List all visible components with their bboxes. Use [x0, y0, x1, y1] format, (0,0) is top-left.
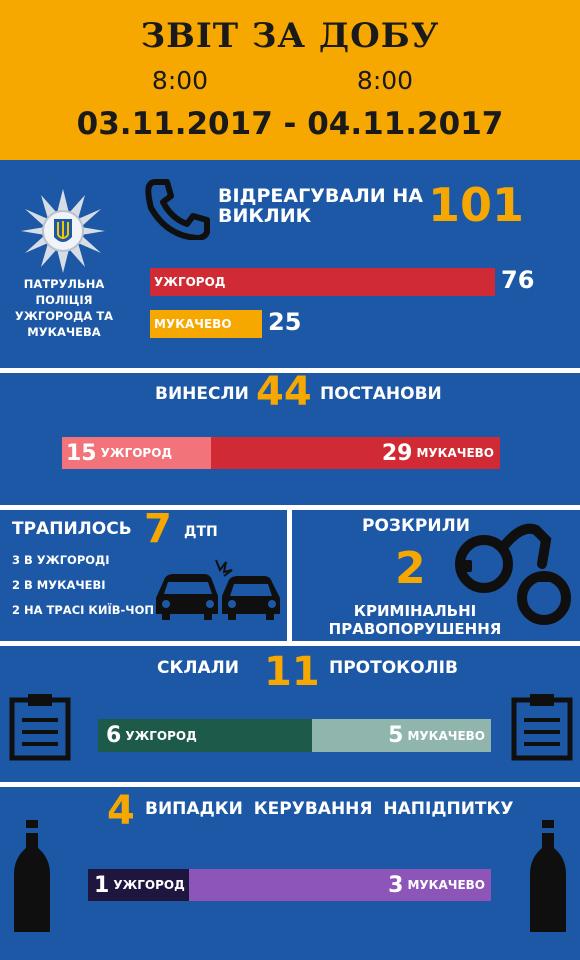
decisions-total: 44 [256, 369, 312, 415]
decisions-split-bar [62, 437, 500, 469]
protocols-total: 11 [264, 649, 320, 695]
decisions-city-mukachevo: МУКАЧЕВО [416, 446, 494, 460]
calls-bar-mukachevo [150, 310, 262, 338]
bottle-icon [10, 818, 54, 936]
report-header [0, 0, 580, 160]
phone-icon [145, 178, 211, 240]
car-crash-icon [152, 558, 284, 628]
calls-value-uzhhorod: 76 [501, 266, 535, 294]
protocols-label-before: СКЛАЛИ [157, 658, 239, 678]
crimes-label-before: РОЗКРИЛИ [362, 516, 470, 536]
drunk-split-bar [88, 869, 491, 901]
protocols-city-uzhhorod: УЖГОРОД [125, 728, 197, 743]
decisions-value-uzhhorod: 15 [66, 440, 97, 466]
decisions-segment-mukachevo [211, 437, 500, 469]
clipboard-icon [510, 692, 574, 762]
protocols-value-uzhhorod: 6 [106, 723, 122, 748]
clipboard-icon [8, 692, 72, 762]
crimes-label-after: КРИМІНАЛЬНІ ПРАВОПОРУШЕННЯ [328, 602, 502, 638]
report-title: ЗВІТ ЗА ДОБУ [140, 16, 440, 56]
handcuffs-icon [452, 516, 576, 628]
protocols-city-mukachevo: МУКАЧЕВО [407, 728, 485, 743]
calls-bar-mukachevo-label: МУКАЧЕВО [154, 317, 232, 331]
protocols-segment-uzhhorod [98, 719, 312, 752]
protocols-split-bar [98, 719, 491, 752]
protocols-label-after: ПРОТОКОЛІВ [329, 658, 458, 678]
drunk-label: ВИПАДКИ КЕРУВАННЯ НАПІДПИТКУ [145, 799, 514, 819]
decisions-value-mukachevo: 29 [381, 440, 413, 466]
report-dates: 03.11.2017 - 04.11.2017 [76, 106, 504, 142]
police-badge-icon [20, 188, 106, 274]
decisions-label-after: ПОСТАНОВИ [320, 384, 442, 404]
drunk-city-uzhhorod: УЖГОРОД [113, 878, 185, 892]
decisions-label-before: ВИНЕСЛИ [155, 384, 249, 404]
accident-item: 2 НА ТРАСІ КИЇВ-ЧОП [12, 603, 154, 617]
column-divider [287, 510, 292, 641]
calls-total: 101 [428, 178, 525, 232]
accidents-label-after: ДТП [184, 524, 218, 540]
drunk-city-mukachevo: МУКАЧЕВО [407, 878, 485, 892]
police-department-name: ПАТРУЛЬНА ПОЛІЦІЯ УЖГОРОДА ТА МУКАЧЕВА [14, 277, 114, 339]
bottle-icon [526, 818, 570, 936]
drunk-value-mukachevo: 3 [388, 872, 404, 898]
drunk-segment-uzhhorod [88, 869, 189, 901]
protocols-segment-mukachevo [312, 719, 491, 752]
accidents-label-before: ТРАПИЛОСЬ [12, 519, 132, 539]
accident-item: 3 В УЖГОРОДІ [12, 553, 110, 567]
accident-item: 2 В МУКАЧЕВІ [12, 578, 106, 592]
accidents-total: 7 [144, 506, 172, 552]
calls-value-mukachevo: 25 [268, 308, 302, 336]
calls-bar-uzhhorod-label: УЖГОРОД [154, 275, 226, 289]
decisions-city-uzhhorod: УЖГОРОД [100, 446, 173, 460]
decisions-segment-uzhhorod [62, 437, 211, 469]
drunk-segment-mukachevo [189, 869, 491, 901]
calls-bar-uzhhorod [150, 268, 495, 296]
time-to: 8:00 [356, 66, 414, 95]
calls-heading: ВІДРЕАГУВАЛИ НА ВИКЛИК [218, 185, 423, 227]
drunk-total: 4 [107, 788, 135, 834]
drunk-value-uzhhorod: 1 [94, 872, 110, 898]
protocols-value-mukachevo: 5 [388, 723, 404, 748]
time-from: 8:00 [151, 66, 209, 95]
crimes-total: 2 [395, 543, 426, 594]
